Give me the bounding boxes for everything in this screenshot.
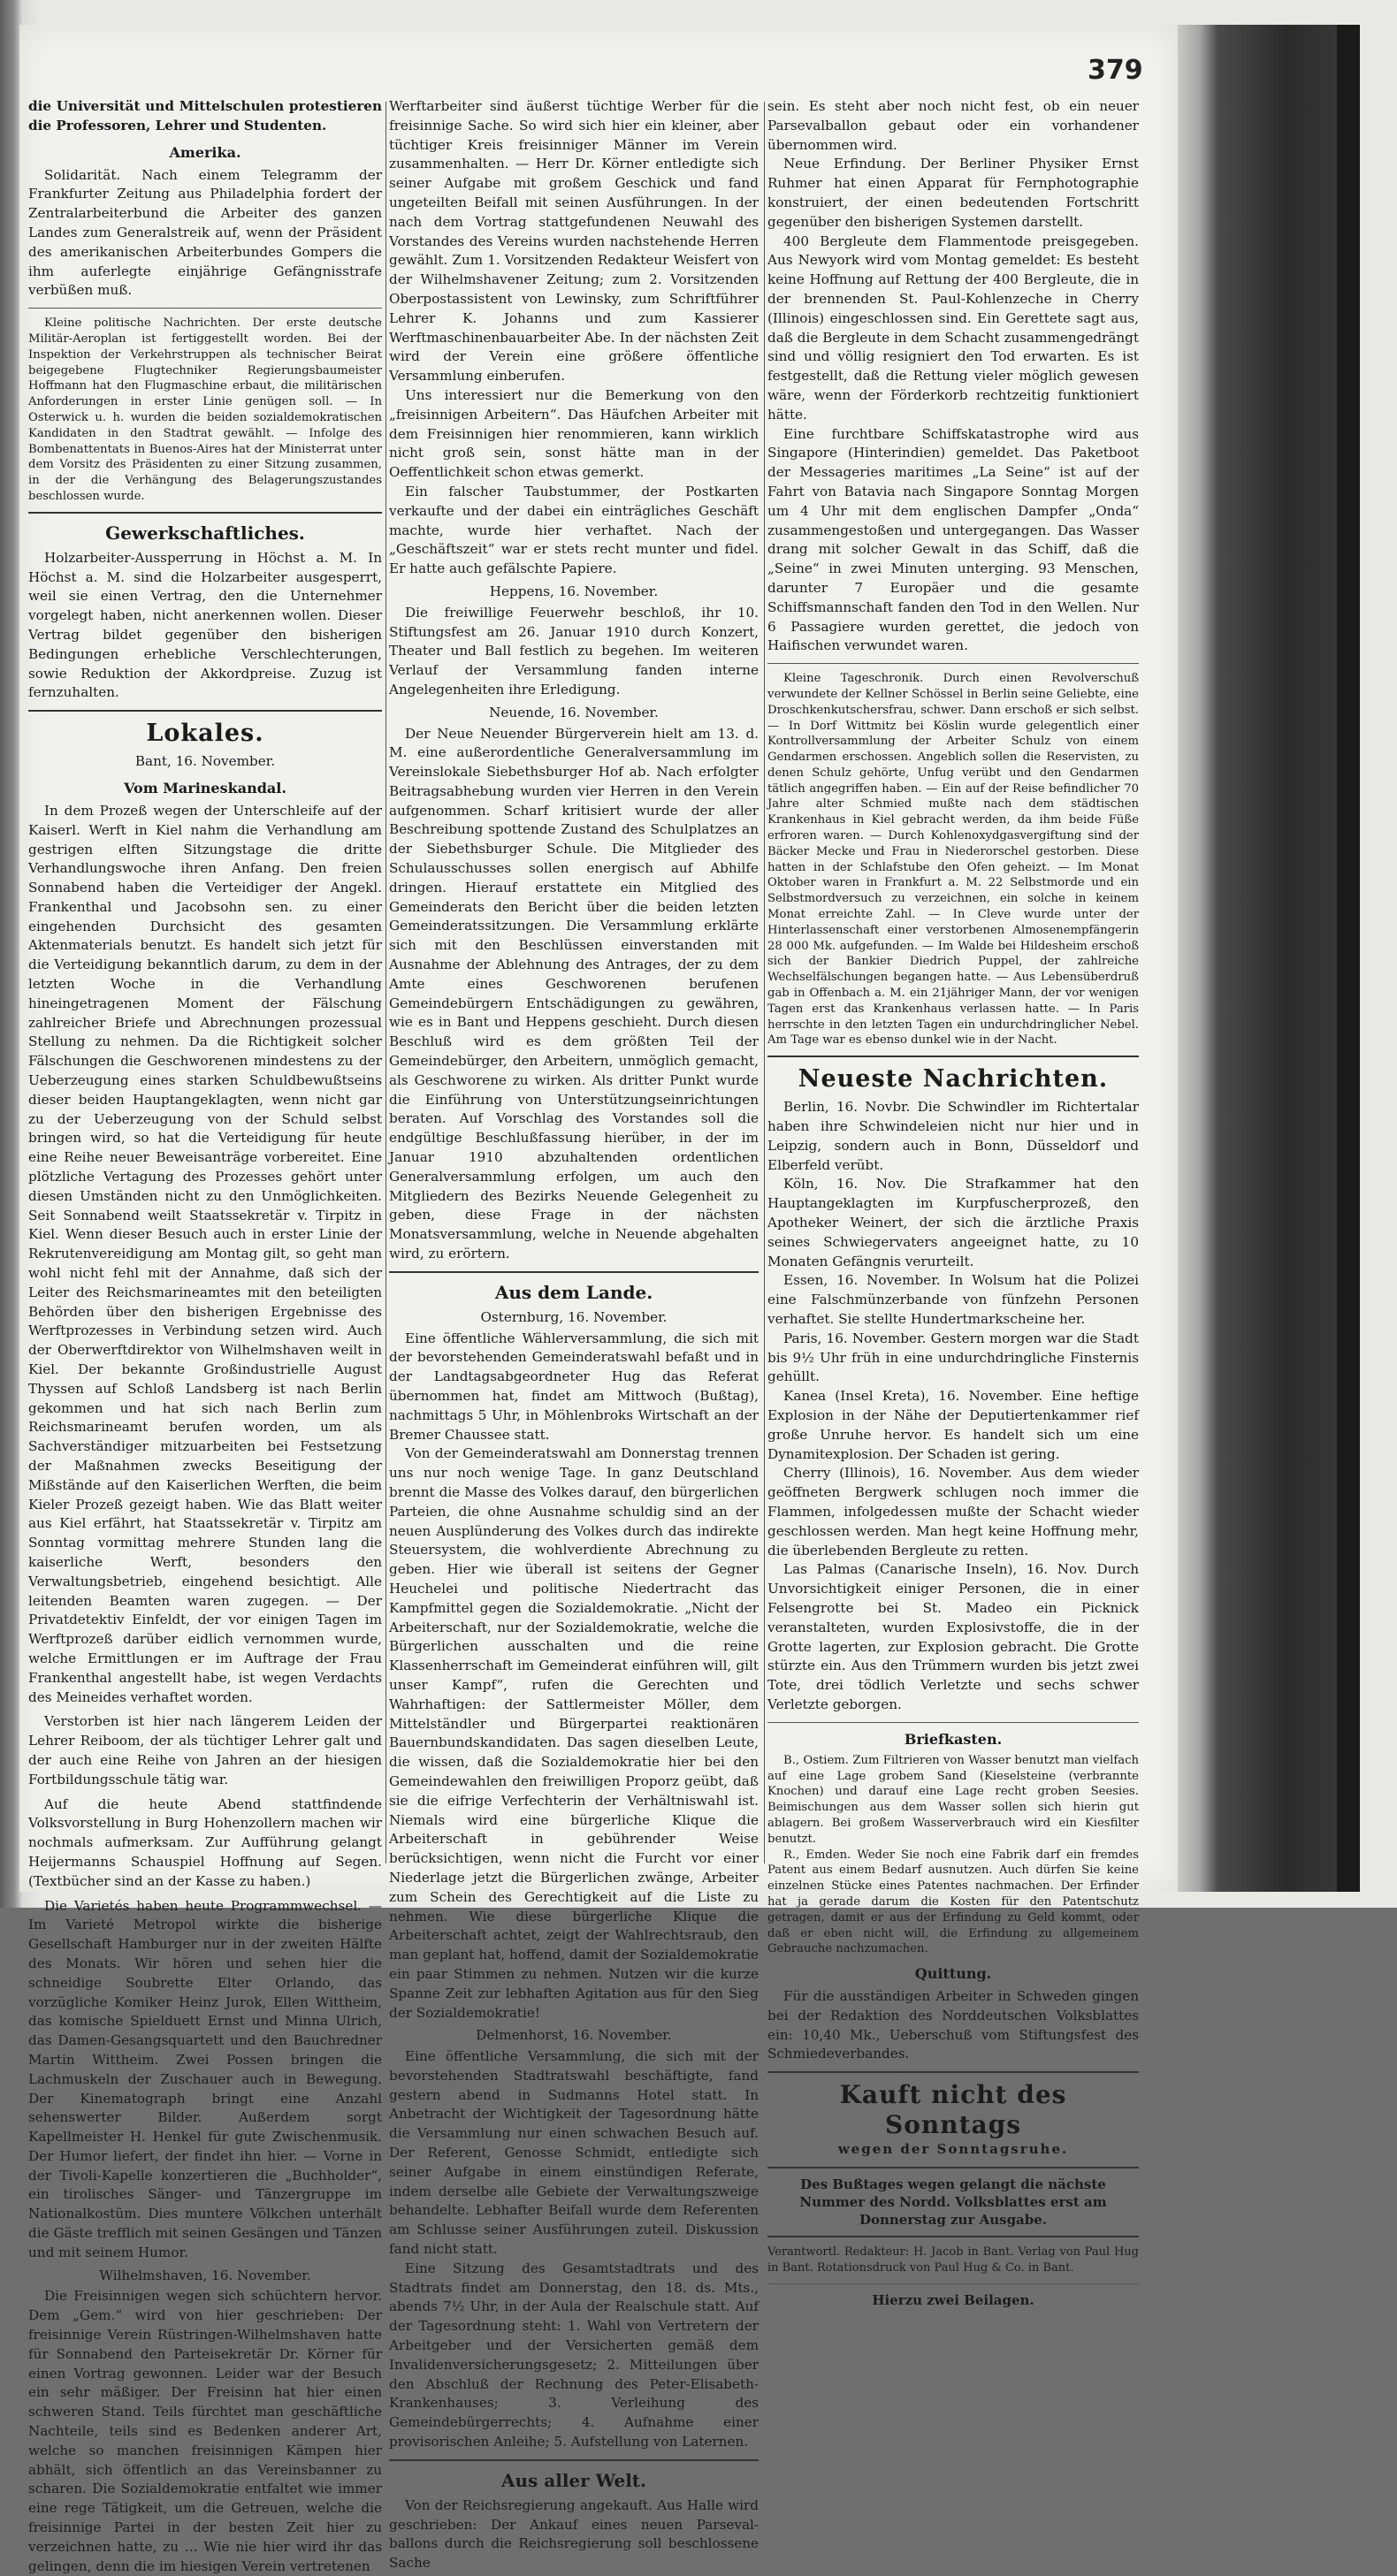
- publication-notice: Des Bußtages wegen gelangt die nächste Nummer des Nordd. Volksblattes erst am Donnerstag zur Ausgabe.: [799, 2176, 1107, 2229]
- article-text: Berlin, 16. Novbr. Die Schwindler im Richtertalar haben ihre Schwindeleien nicht nur hier und in Leipzig, sondern auch in Bonn, Düsseldorf und Elberfeld verübt.: [767, 1099, 1139, 1173]
- column-rule: [764, 102, 765, 1863]
- book-binding-gutter: [1178, 25, 1360, 1892]
- section-heading: Aus aller Welt.: [500, 2469, 646, 2491]
- dateline: Neuende, 16. November.: [489, 704, 659, 720]
- article-text: Eine öffentliche Versammlung, die sich mit der bevorstehenden Stadtratswahl beschäftigte, fand gestern abend in Sudmanns Hotel statt. In Anbetracht der Wichtigkeit der Tagesordnung hätte die Versammlung nur einen schwachen Besuch auf. Der Referent, Genosse Schmidt, entledigte sich seiner Aufgabe in einem einstündigen Referate, indem derselbe alle Gebiete der Verwaltungszweige behandelte. Lebhafter Beifall wurde dem Referenten am Schlusse seiner Ausführungen zuteil. Diskussion fand nicht statt.: [389, 2048, 759, 2258]
- article-text: Cherry (Illinois), 16. November. Aus dem wieder geöffneten Bergwerk schlugen noch immer die Flammen, infolgedessen mußte der Schacht wieder geschlossen werden. Man hegt keine Hoffnung mehr, die überlebenden Bergleute zu retten.: [767, 1465, 1139, 1559]
- supplements-note: Hierzu zwei Beilagen.: [872, 2292, 1034, 2309]
- section-heading: Neueste Nachrichten.: [798, 1065, 1109, 1094]
- article-text: Die Freisinnigen wegen sich schüchtern hervor. Dem „Gem.“ wird von hier geschrieben: Der freisinnige Verein Rüstringen-Wilhelmshaven hatte für Sonnabend den Parteisekretär Dr. Körner für einen Vortrag gewonnen. Leider war der Besuch ein sehr mäßiger. Der Freisinn hat hier einen schweren Stand. Teils fürchtet man geschäftliche Nachteile, teils sind es Bedenken anderer Art, welche so manchen freisinnigen Kämpen hier abhält, sich öffentlich an das Vereinsbanner zu scharen. Die Sozialdemokratie entfaltet wie immer eine rege Tätigkeit, um die Getreuen, welche die freisinnige Partei in der besten Zeit hier zu verzeichnen hatte, zu ... Wie nie hier wird ihr das gelingen, denn die im hiesigen Verein vertretenen: [28, 2288, 382, 2574]
- divider: [389, 1271, 759, 1273]
- article-text: Köln, 16. Nov. Die Strafkammer hat den Hauptangeklagten im Kurpfuscherprozeß, den Apotheker Weinert, der sich die ärztliche Praxis seines Schwiegervaters angeeignet hatte, zu 10 Monaten Gefängnis verurteilt.: [767, 1176, 1139, 1269]
- divider: [28, 308, 382, 309]
- dateline: Bant, 16. November.: [134, 753, 276, 770]
- article-heading: Vom Marineskandal.: [124, 779, 286, 796]
- article-text: Die Varietés haben heute Programmwechsel. — Im Varieté Metropol wirkte die bisherige Gesellschaft Hamburger nur in der zweiten Hälfte des Monats. Wir hören und sehen hier die schneidige Soubrette Elter Orlando, das vorzügliche Komiker Heinz Jurok, Ellen Wittheim, das komische Spielduett Ernst und Minna Ulrich, das Damen-Gesangsquartett und den Bauchredner Martin Wittheim. Zwei Possen bringen die Lachmuskeln der Zuschauer auch in Bewegung. Der Kinematograph bringt eine Anzahl sehenswerter Bilder. Außerdem sorgt Kapellmeister H. Henkel für gute Zwischenmusik. Der Humor liefert, der findet ihn hier. — Vorne in der Tivoli-Kapelle konzertieren die „Buchholder“, ein tirolisches Sänger- und Tänzergruppe im Nationalkostüm. Dies muntere Völkchen unterhält die Gäste trefflich mit seinen Gesängen und Tänzen und mit seinem Humor.: [28, 1897, 382, 2260]
- article-text: Für die ausständigen Arbeiter in Schweden gingen bei der Redaktion des Norddeutschen Volksblattes ein: 10,40 Mk., Ueberschuß vom Stiftungsfest des Schmiedeverbandes.: [767, 1988, 1139, 2062]
- dateline: Osternburg, 16. November.: [480, 1308, 668, 1325]
- article-text: Solidarität. Nach einem Telegramm der Frankfurter Zeitung aus Philadelphia fordert der Zentralarbeiterbund die Arbeiter des ganzen Landes zum Generalstreik auf, wenn der Präsident des amerikanischen Arbeiterbundes Gompers die ihm auferlegte einjährige Gefängnisstrafe verbüßen muß.: [28, 166, 382, 299]
- article-text: Uns interessiert nur die Bemerkung von den „freisinnigen Arbeitern“. Das Häufchen Arbeiter mit dem Freisinnigen hier renommieren, kann wirklich nicht groß sein, sonst hätte man in der Oeffentlichkeit schon etwas gemerkt.: [389, 386, 759, 481]
- article-text: Las Palmas (Canarische Inseln), 16. Nov. Durch Unvorsichtigkeit einiger Personen, die in einer Felsengrotte bei St. Madeo ein Picknick veranstalteten, wurden Explosivstoffe, die in der Grotte lagerten, zur Explosion gebracht. Die Grotte stürzte ein. Aus den Trümmern wurden bis jetzt zwei Tote, drei tödlich Verletzte und sechs schwer Verletzte geborgen.: [767, 1561, 1139, 1712]
- article-text: Kleine Tageschronik. Durch einen Revolverschuß verwundete der Kellner Schössel in Berlin seine Geliebte, eine Droschkenkutschersfrau, schwer. Dann erschoß er sich selbst. — In Dorf Wittmitz bei Köslin wurde gelegentlich einer Kontrollversammlung der Arbeiter Schulz von einem Gendarmen erschossen. Angeblich sollen die Reservisten, zu denen Schulz gehörte, Unfug verübt und den Gendarmen tätlich angegriffen haben. — Ein auf der Reise befindlicher 70 Jahre alter Schmied mußte nach dem städtischen Krankenhaus in Kiel gebracht werden, da ihm beide Füße erfroren waren. — Durch Kohlenoxydgasvergiftung sind der Bäcker Mecke und Frau in Niederorschel gestorben. Diese hatten in der Schlafstube den Ofen geheizt. — Im Monat Oktober waren in Frankfurt a. M. 22 Selbstmorde und ein Selbstmordversuch zu verzeichnen, ein solche in keinem Monat erreichte Zahl. — In Cleve wurde unter der Hinterlassenschaft einer verstorbenen Almosenempfängerin 28 000 Mk. aufgefunden. — Im Walde bei Hildesheim erschoß sich der Bankier Diedrich Puppel, der zahlreiche Wechselfälschungen begangen hatte. — Aus Lebensüberdruß gab in Offenbach a. M. ein 21jähriger Mann, der vor wenigen Tagen erst das Krankenhaus verlassen hatte. — In Paris herrschte in den letzten Tagen ein undurchdringlicher Nebel. Am Tage war es ebenso dunkel wie in der Nacht.: [767, 672, 1139, 1048]
- section-heading: Lokales.: [146, 720, 264, 748]
- article-text: Paris, 16. November. Gestern morgen war die Stadt bis 9½ Uhr früh in eine undurchdringliche Finsternis gehüllt.: [767, 1330, 1139, 1385]
- advertisement-headline: Kauft nicht des Sonntags: [839, 2080, 1067, 2140]
- article-text: Auf die heute Abend stattfindende Volksvorstellung in Burg Hohenzollern machen wir nochmals aufmerksam. Zur Aufführung gelangt Heijermanns Schauspiel Hoffnung auf Segen. (Textbücher sind an der Kasse zu haben.): [28, 1795, 382, 1889]
- dateline: Heppens, 16. November.: [489, 583, 659, 599]
- article-text: Essen, 16. November. In Wolsum hat die Polizei eine Falschmünzerbande von fünfzehn Personen verhaftet. Sie stellte Hundertmarkscheine her.: [767, 1272, 1139, 1327]
- divider: [767, 2236, 1139, 2237]
- article-text: B., Ostiem. Zum Filtrieren von Wasser benutzt man vielfach auf eine Lage grobem Sand (Kieselsteine (verbrannte Knochen) und darauf eine Lage recht groben Seesies. Beimischungen aus dem Wasser sollen sich hierin gut ablagern. Bei großem Wasserverbrauch wird ein Kiesfilter benutzt.: [767, 1753, 1139, 1846]
- article-text: R., Emden. Weder Sie noch eine Fabrik darf ein fremdes Patent aus einem Bedarf ausnutzen. Auch dürfen Sie keine einzelnen Stücke eines Patentes nachmachen. Der Erfinder hat ja gerade darum die Kosten für den Patentschutz getragen, damit er aus der Erfindung zu Geld kommt, oder daß er eben nicht will, die Erfindung zu allgemeinem Gebrauche nachzumachen.: [767, 1848, 1139, 1956]
- section-heading: Briefkasten.: [904, 1730, 1003, 1748]
- divider: [767, 2167, 1139, 2168]
- article-text: Die freiwillige Feuerwehr beschloß, ihr 10. Stiftungsfest am 26. Januar 1910 durch Konzert, Theater und Ball festlich zu begehen. Im weiteren Verlauf der Versammlung fanden interne Angelegenheiten ihre Erledigung.: [389, 604, 759, 697]
- divider: [28, 710, 382, 712]
- divider: [389, 2459, 759, 2461]
- article-text: Neue Erfindung. Der Berliner Physiker Ernst Ruhmer hat einen Apparat für Fernphotographie konstruiert, der einen bedeutenden Fortschritt gegenüber den bisherigen Systemen darstellt.: [767, 156, 1139, 230]
- section-heading: Quittung.: [914, 1965, 992, 1983]
- article-text: Ein falscher Taubstummer, der Postkarten verkaufte und der dabei ein einträgliches Geschäft machte, wurde hier verhaftet. Nach der „Geschäftszeit“ war er stets recht munter und fidel. Er hatte auch gefälschte Papiere.: [389, 483, 759, 577]
- column-3: [767, 97, 1139, 2309]
- article-text: die Universität und Mittelschulen protestieren die Professoren, Lehrer und Studenten.: [28, 98, 382, 133]
- dateline: Delmenhorst, 16. November.: [476, 2027, 672, 2044]
- article-text: Der Neue Neuender Bürgerverein hielt am 13. d. M. eine außerordentliche Generalversammlung im Vereinslokale Siebethsburger Hof ab. Nach erfolgter Beitragsabhebung wurden vier Herren in den Verein aufgenommen. Scharf kritisiert wurde der aller Beschreibung spottende Zustand des Schulplatzes an der Siebethsburger Schule. Die Mitglieder des Schulausschusses sollen energisch auf Abhilfe dringen. Hierauf erstattete ein Mitglied des Gemeinderats den Bericht über die beiden letzten Gemeinderatssitzungen. Die Versammlung erklärte sich mit den Beschlüssen einverstanden mit Ausnahme der Ablehnung des Antrages, der zu dem Amte eines Geschworenen berufenen Gemeindebürgern Entschädigungen zu gewähren, wie es in Bant und Heppens geschieht. Durch diesen Beschluß wird es dem größten Teil der Gemeindebürger, den Arbeitern, unmöglich gemacht, als Geschworene zu wirken. Als dritter Punkt wurde die Einführung von Unterstützungseinrichtungen beraten. Auf Vorschlag des Vorstandes soll die endgültige Beschlußfassung hierüber, in der im Januar 1910 abzuhaltenden ordentlichen Generalversammlung erfolgen, um auch den Mitgliedern des Bezirks Neuende Gelegenheit zu geben, diese Frage in der nächsten Monatsversammlung, welche in Neuende abgehalten wird, zu erörtern.: [389, 725, 759, 1262]
- article-text: Von der Gemeinderatswahl am Donnerstag trennen uns nur noch wenige Tage. In ganz Deutschland brennt die Masse des Volkes darauf, den bürgerlichen Parteien, die ohne Ausnahme schuldig sind an der neuen Ausplünderung des Volkes durch das indirekte Steuersystem, die wohlverdiente Abrechnung zu geben. Hier wie überall ist seitens der Gegner Heuchelei und politische Niedertracht das Kampfmittel gegen die Sozialdemokratie. „Nicht der Arbeiterschaft, nur der Sozialdemokratie, welche die Bürgerlichen ausschalten und die reine Klassenherrschaft im Gemeinderat einführen will, gilt unser Kampf“, rufen die Gerechten und Wahrhaftigen: der Sattlermeister Möller, dem Mittelständler und Bürgerpartei reaktionären Bauernbundskandidaten. Das sagen dieselben Leute, die wissen, daß die Sozialdemokratie hier bei den Gemeindewahlen den freiwilligen Proporz geübt, daß sie die eifrige Verfechterin der Verhältniswahl ist. Niemals wird eine bürgerliche Klique die Arbeiterschaft in gebührender Weise berücksichtigen, wenn nicht die Furcht vor einer Niederlage jetzt die Bürgerlichen zwänge, Arbeiter zum Schein des Gerechtigkeit auf die Liste zu nehmen. Wie diese bürgerliche Klique die Arbeiterschaft achtet, zeigt der Wahlrechtsraub, den man geplant hat, hoffend, damit der Sozialdemokratie ein paar Stimmen zu nehmen. Nutzen wir die kurze Spanne Zeit zur lebhaften Agitation aus für den Sieg der Sozialdemokratie!: [389, 1445, 759, 2021]
- article-text: sein. Es steht aber noch nicht fest, ob ein neuer Parsevalballon gebaut oder ein vorhandener übernommen wird.: [767, 98, 1139, 153]
- divider: [767, 1722, 1139, 1723]
- article-text: Werftarbeiter sind äußerst tüchtige Werber für die freisinnige Sache. So wird sich hier ein kleiner, aber tüchtiger Kreis freisinniger Männer im Verein zusammenhalten. — Herr Dr. Körner entledigte sich seiner Aufgabe mit großem Geschick und fand ungeteilten Beifall mit seinen Ausführungen. In der nach dem Vortrag stattgefundenen Neuwahl des Vorstandes des Vereins wurden nachstehende Herren gewählt. Zum 1. Vorsitzenden Redakteur Weisfert von der Wilhelmshavener Zeitung; zum 2. Vorsitzenden Oberpostassistent von Lewinsky, zum Schriftführer Lehrer K. Johanns und zum Kassierer Werftmaschinenbauarbeiter Abe. In der nächsten Zeit wird der Verein eine größere öffentliche Versammlung einberufen.: [389, 98, 759, 385]
- advertisement-subline: wegen der Sonntagsruhe.: [837, 2141, 1069, 2158]
- section-heading: Amerika.: [169, 143, 241, 161]
- dateline: Wilhelmshaven, 16. November.: [99, 2267, 311, 2283]
- article-text: Eine Sitzung des Gesamtstadtrats und des Stadtrats findet am Donnerstag, den 18. ds. Mts., abends 7½ Uhr, in der Aula der Realschule statt. Auf der Tagesordnung steht: 1. Wahl von Vertretern der Arbeitgeber und der Versicherten gemäß dem Invalidenversicherungsgesetz; 2. Mitteilungen über den Abschluß der Rechnung des Peter-Elisabeth-Krankenhauses; 3. Verleihung des Gemeindebürgerrechts; 4. Aufnahme einer provisorischen Anleihe; 5. Aufstellung von Laternen.: [389, 2260, 759, 2450]
- column-1: [28, 97, 382, 2574]
- article-text: 400 Bergleute dem Flammentode preisgegeben. Aus Newyork wird vom Montag gemeldet: Es besteht keine Hoffnung auf Rettung der 400 Bergleute, die in der brennenden St. Paul-Kohlenzeche in Cherry (Illinois) eingeschlossen sind. Ein Gerettete sagt aus, daß die Bergleute in dem Schacht zusammengedrängt sind und völlig resigniert den Tod erwarten. Es ist festgestellt, daß die Rettung vieler möglich gewesen wäre, wenn der Förderkorb rechtzeitig funktioniert hätte.: [767, 232, 1139, 423]
- divider: [767, 2283, 1139, 2284]
- article-text: Kanea (Insel Kreta), 16. November. Eine heftige Explosion in der Nähe der Deputiertenkammer rief große Unruhe hervor. Es handelt sich um eine Dynamitexplosion. Der Schaden ist gering.: [767, 1388, 1139, 1462]
- divider: [28, 512, 382, 514]
- imprint: Verantwortl. Redakteur: H. Jacob in Bant. Verlag von Paul Hug in Bant. Rotationsdruck von Paul Hug & Co. in Bant.: [767, 2245, 1139, 2275]
- divider: [767, 2071, 1139, 2073]
- section-heading: Gewerkschaftliches.: [105, 522, 305, 544]
- article-text: Holzarbeiter-Aussperrung in Höchst a. M. In Höchst a. M. sind die Holzarbeiter ausgesperrt, weil sie einen Vertrag, den die Unternehmer vorgelegt haben, nicht anerkennen wollen. Dieser Vertrag bildet gegenüber den bisherigen Bedingungen erhebliche Verschlechterungen, sowie Reduktion der Akkordpreise. Zuzug ist fernzuhalten.: [28, 549, 382, 701]
- section-heading: Aus dem Lande.: [494, 1281, 653, 1303]
- column-2: [389, 97, 759, 2572]
- article-text: Eine öffentliche Wählerversammlung, die sich mit der bevorstehenden Gemeinderatswahl befaßt und in der Landtagsabgeordneter Hug das Referat übernommen hat, findet am Mittwoch (Bußtag), nachmittags 5 Uhr, in Möhlenbroks Wirtschaft an der Bremer Chaussee statt.: [389, 1330, 759, 1443]
- page-number: 379: [1088, 55, 1143, 86]
- divider: [767, 1056, 1139, 1057]
- article-text: In dem Prozeß wegen der Unterschleife auf der Kaiserl. Werft in Kiel nahm die Verhandlung am gestrigen elften Sitzungstage die dritte Verhandlungswoche ihren Anfang. Den freien Sonnabend haben die Verteidiger der Angekl. Frankenthal und Jacobsohn sen. zu einer eingehenden Durchsicht des gesamten Aktenmaterials benutzt. Es handelt sich jetzt für die Verteidigung bekanntlich darum, zu dem in der letzten Woche in die Verhandlung hineingetragenen Moment der Fälschung zahlreicher Briefe und Abrechnungen prozessual Stellung zu nehmen. Da die Richtigkeit solcher Fälschungen die Geschworenen mindestens zu der Ueberzeugung eines starken Schuldbewußtseins dieser beiden Hauptangeklagten, wenn nicht gar zu der Ueberzeugung von der Schuld selbst bringen wird, so hat die Verteidigung für heute eine Reihe neuer Beweisanträge vorbereitet. Eine plötzliche Vertagung des Prozesses gehört unter diesen Umständen nicht zu den Unmöglichkeiten. Seit Sonnabend weilt Staatssekretär v. Tirpitz in Kiel. Wenn dieser Besuch auch in erster Linie der Rekrutenvereidigung am Montag gilt, so geht man wohl nicht fehl mit der Annahme, daß sich der Leiter des Reichsmarineamtes mit den beteiligten Behörden über den bisherigen Ergebnisse des Werftprozesses in Verbindung setzen wird. Auch der Oberwerftdirektor von Wilhelmshaven weilt in Kiel. Der bekannte Großindustrielle August Thyssen auf Schloß Landsberg ist nach Berlin gekommen und hat sich nach Berlin zum Reichsmarineamt berufen worden, um als Sachverständiger mitzuarbeiten bei Festsetzung der Maßnahmen zwecks Beseitigung der Mißstände auf den Kaiserlichen Werften, die beim Kieler Prozeß gezeigt haben. Wie das Blatt weiter aus Kiel erfährt, hat Staatssekretär v. Tirpitz am Sonntag vormittag mehrere Stunden lang die kaiserliche Werft, besonders den Verwaltungsbetrieb, eingehend besichtigt. Alle leitenden Beamten waren zugegen. — Der Privatdetektiv Einfeldt, der vor einigen Tagen im Werftprozeß darüber eidlich vernommen wurde, welche Ermittlungen er im Auftrage der Frau Frankenthal angestellt habe, ist wegen Verdachts des Meineides verhaftet worden.: [28, 802, 382, 1705]
- article-text: Eine furchtbare Schiffskatastrophe wird aus Singapore (Hinterindien) gemeldet. Das Paketboot der Messageries maritimes „La Seine“ ist auf der Fahrt von Batavia nach Singapore Sonntag Morgen um 4 Uhr mit dem englischen Dampfer „Onda“ zusammengestoßen und untergegangen. Das Wasser drang mit solcher Gewalt in das Schiff, daß die „Seine“ in zwei Minuten unterging. 93 Menschen, darunter 7 Europäer und die gesamte Schiffsmannschaft fanden den Tod in den Wellen. Nur 6 Passagiere wurden gerettet, die jedoch von Haifischen verwundet waren.: [767, 425, 1139, 654]
- article-text: Kleine politische Nachrichten. Der erste deutsche Militär-Aeroplan ist fertiggestellt worden. Bei der Inspektion der Verkehrstruppen als technischer Beirat beigegebene Flugtechniker Regierungsbaumeister Hoffmann hat den Flugmaschine erbaut, die militärischen Anforderungen in erster Linie genügen soll. — In Osterwick u. h. wurden die beiden sozialdemokratischen Kandidaten in den Stadtrat gewählt. — Infolge des Bombenattentats in Buenos-Aires hat der Ministerrat unter dem Vorsitz des Präsidenten zu einer Sitzung zusammen, in der die Verhängung des Belagerungszustandes beschlossen wurde.: [28, 316, 382, 503]
- article-text: Von der Reichsregierung angekauft. Aus Halle wird geschrieben: Der Ankauf eines neuen Parseval-ballons durch die Reichsregierung soll beschlossene Sache: [389, 2496, 759, 2572]
- article-text: Verstorben ist hier nach längerem Leiden der Lehrer Reiboom, der als tüchtiger Lehrer galt und der auch eine Reihe von Jahren an der hiesigen Fortbildungsschule tätig war.: [28, 1713, 382, 1787]
- divider: [767, 663, 1139, 664]
